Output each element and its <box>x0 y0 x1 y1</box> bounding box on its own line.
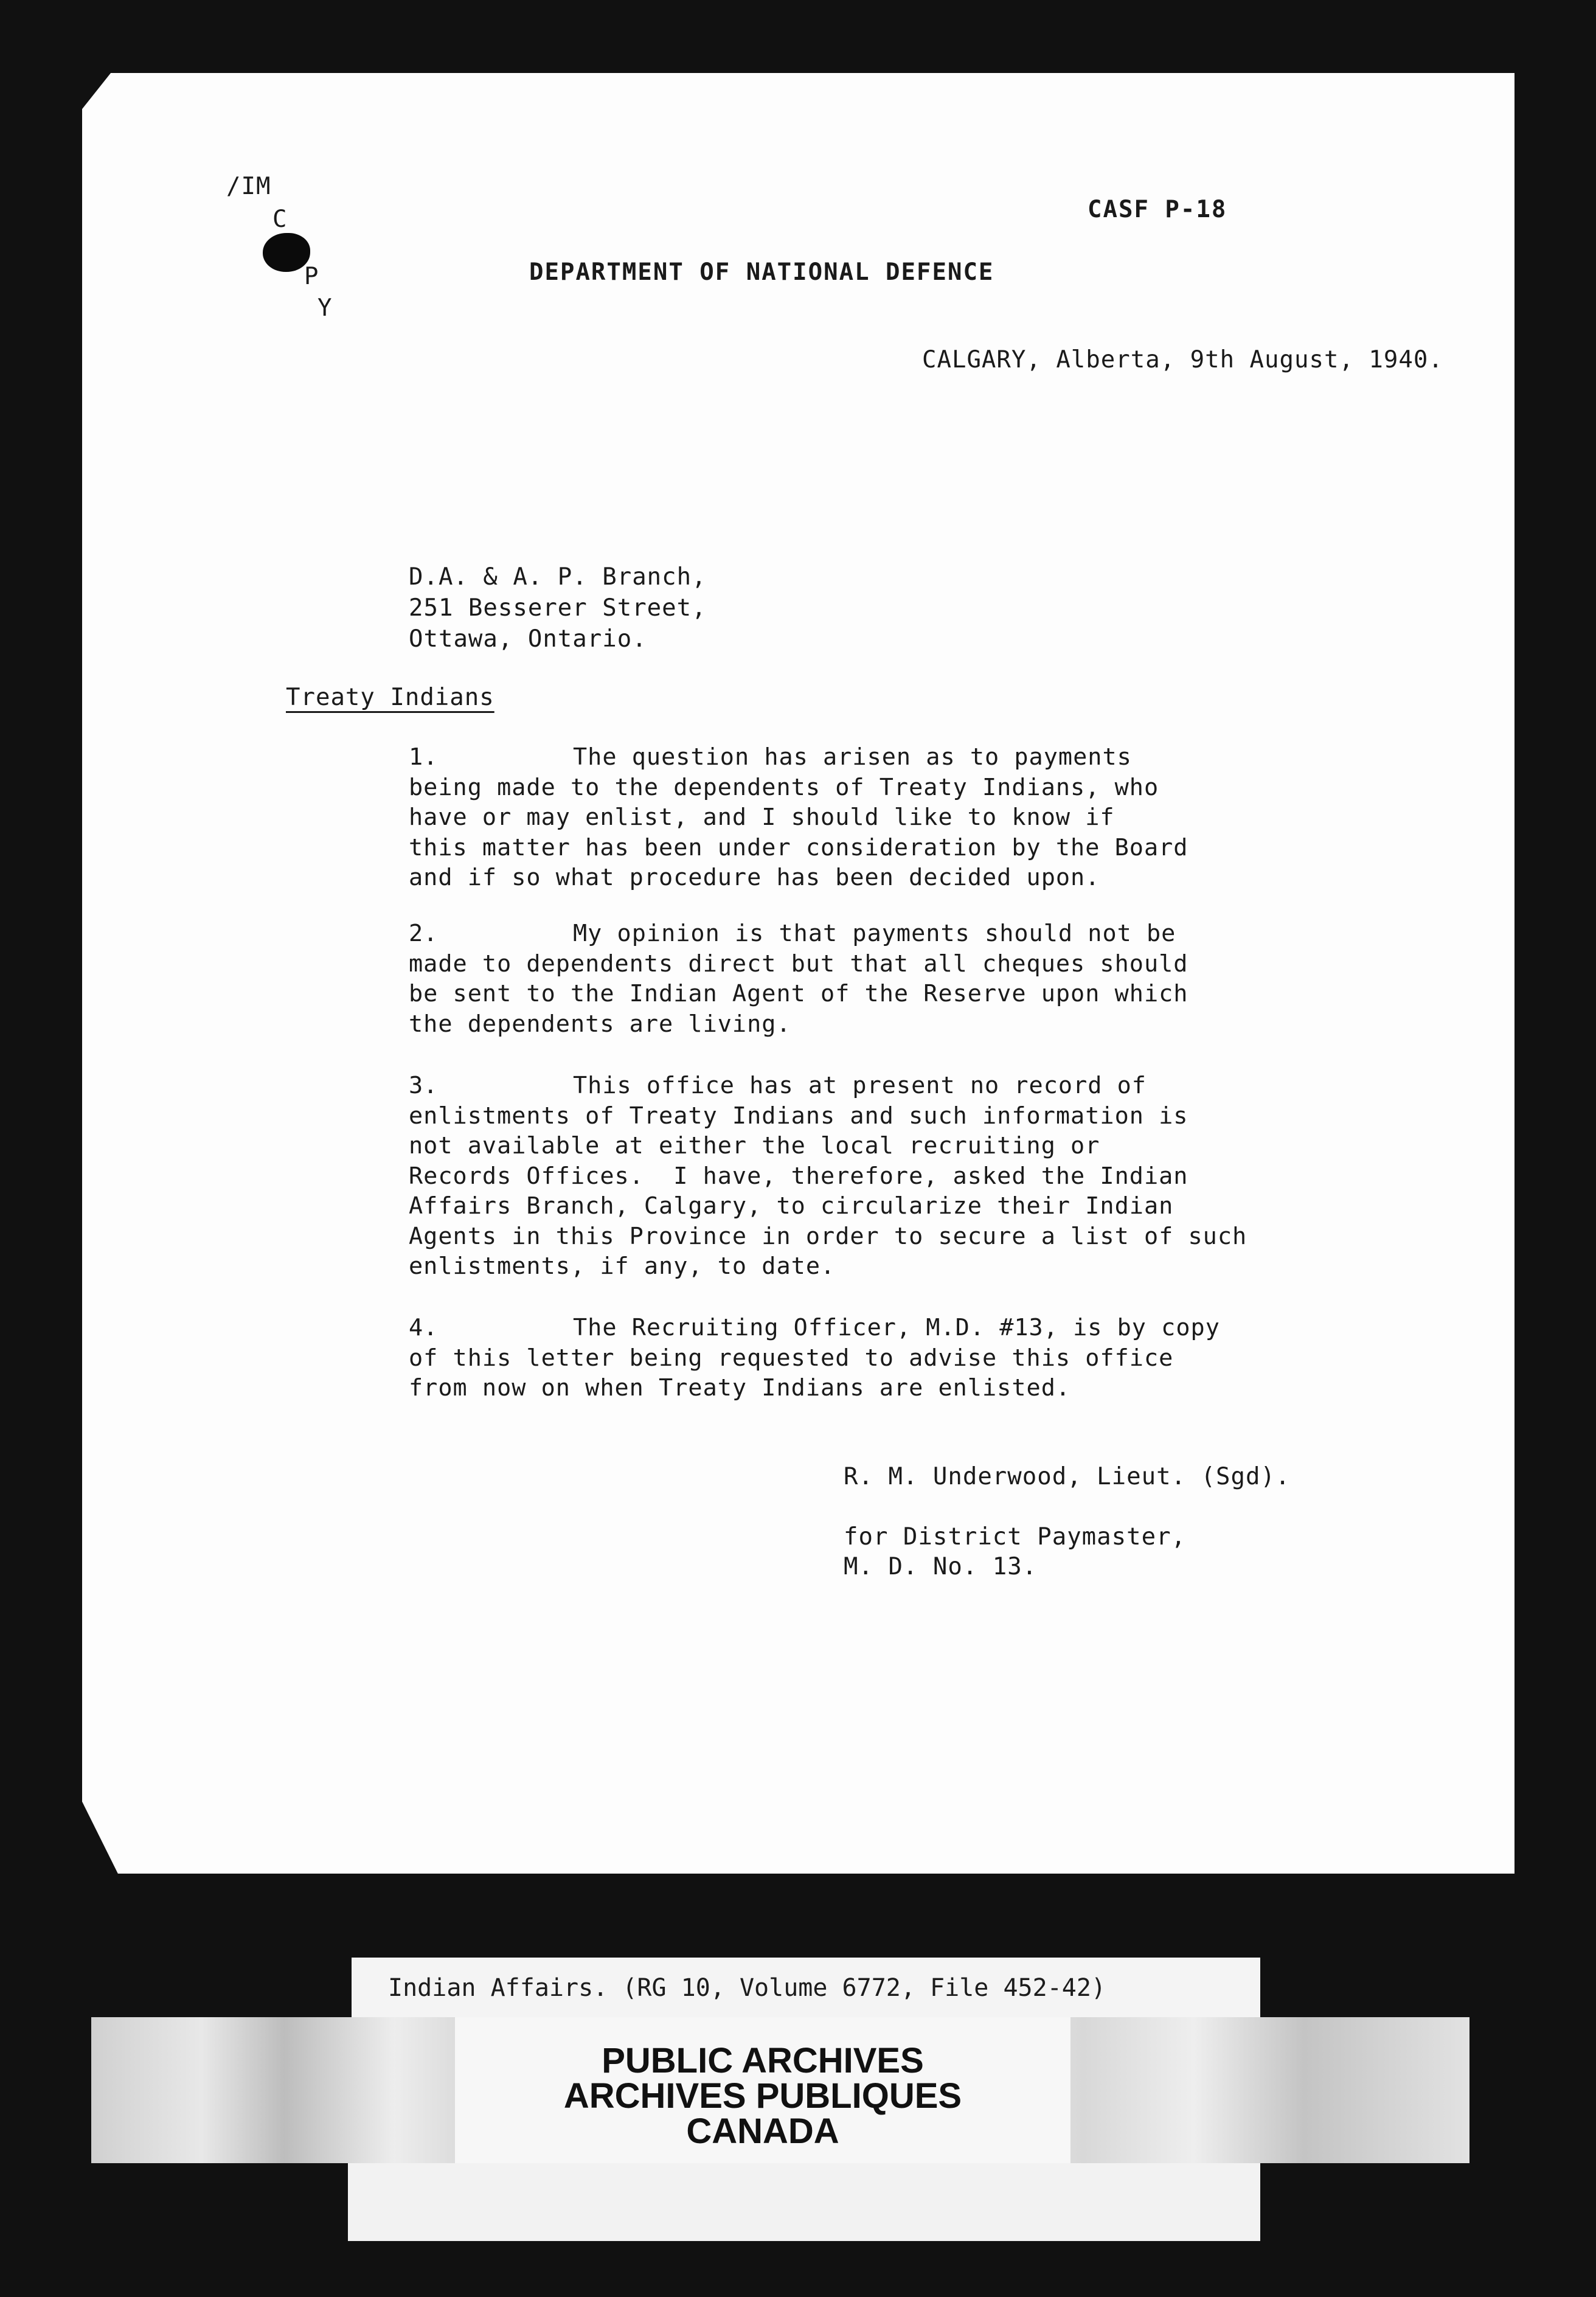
paragraph-line: The Recruiting Officer, M.D. #13, is by copy <box>573 1314 1220 1341</box>
paragraph-line: have or may enlist, and I should like to know if <box>409 804 1115 831</box>
paragraph-number: 3. <box>409 1072 439 1099</box>
paragraph-line: of this letter being requested to advise this office <box>409 1344 1174 1372</box>
copy-mark-p: P <box>304 263 319 290</box>
paragraph-number: 2. <box>409 920 439 947</box>
paragraph-line: enlistments of Treaty Indians and such information is <box>409 1102 1188 1130</box>
paragraph-line: My opinion is that payments should not be <box>573 920 1176 947</box>
paragraph-line: This office has at present no record of <box>573 1072 1147 1099</box>
paragraph-line: Records Offices. I have, therefore, asked the Indian <box>409 1162 1188 1190</box>
paragraph-number: 4. <box>409 1314 439 1341</box>
archive-stamp-line: PUBLIC ARCHIVES <box>602 2041 924 2080</box>
recipient-line: D.A. & A. P. Branch, <box>409 563 707 591</box>
paragraph-line: the dependents are living. <box>409 1010 791 1038</box>
recipient-line: Ottawa, Ontario. <box>409 625 647 653</box>
paragraph-line: Agents in this Province in order to secure a list of such <box>409 1223 1247 1250</box>
signature-title: M. D. No. 13. <box>844 1553 1038 1580</box>
archive-stamp-line: ARCHIVES PUBLIQUES <box>563 2076 962 2116</box>
archive-citation: Indian Affairs. (RG 10, Volume 6772, File 452-42) <box>388 1974 1106 2002</box>
paragraph-line: Affairs Branch, Calgary, to circularize their Indian <box>409 1192 1174 1220</box>
subject-line: Treaty Indians <box>286 684 494 711</box>
file-reference: CASF P-18 <box>1088 196 1227 223</box>
marginal-code: /IM <box>226 173 271 200</box>
paragraph-line: The question has arisen as to payments <box>573 743 1132 771</box>
paragraph-line: and if so what procedure has been decided upon. <box>409 864 1100 891</box>
paragraph-line: from now on when Treaty Indians are enlisted. <box>409 1374 1071 1402</box>
paragraph-line: being made to the dependents of Treaty Indians, who <box>409 774 1159 801</box>
department-heading: DEPARTMENT OF NATIONAL DEFENCE <box>529 259 994 286</box>
paragraph-line: enlistments, if any, to date. <box>409 1253 836 1280</box>
paragraph-number: 1. <box>409 743 439 771</box>
blank-label-strip <box>348 2163 1260 2241</box>
paragraph-line: this matter has been under consideration by the Board <box>409 834 1188 861</box>
copy-mark-c: C <box>272 206 288 233</box>
recipient-line: 251 Besserer Street, <box>409 594 707 622</box>
paragraph-line: not available at either the local recruiting or <box>409 1132 1100 1159</box>
paragraph-line: made to dependents direct but that all cheques should <box>409 950 1188 978</box>
archive-stamp-line: CANADA <box>686 2111 839 2151</box>
paragraph-line: be sent to the Indian Agent of the Reserve upon which <box>409 980 1188 1007</box>
ink-blot <box>263 233 310 272</box>
copy-mark-y: Y <box>317 294 333 322</box>
signature-title: for District Paymaster, <box>844 1523 1187 1551</box>
place-date: CALGARY, Alberta, 9th August, 1940. <box>922 346 1443 374</box>
signature: R. M. Underwood, Lieut. (Sgd). <box>844 1463 1291 1490</box>
